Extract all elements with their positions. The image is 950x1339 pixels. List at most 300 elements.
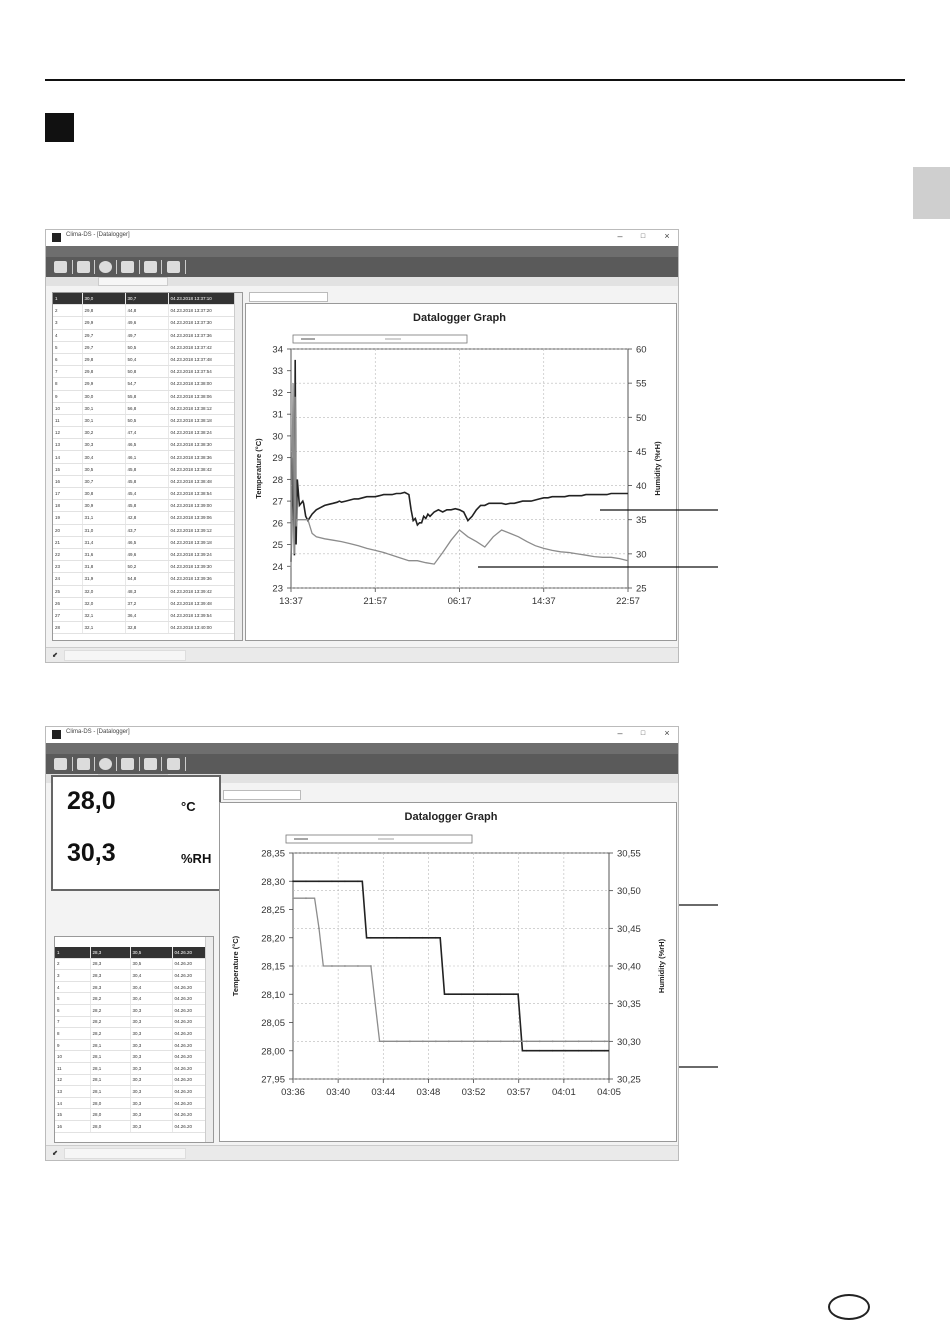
y-axis-title: Temperature (°C) bbox=[231, 935, 240, 997]
table-cell: 17 bbox=[53, 488, 82, 500]
table-cell: 16 bbox=[53, 475, 82, 487]
table-scrollbar[interactable] bbox=[234, 293, 242, 640]
datalogger-chart bbox=[220, 803, 676, 1141]
table-row[interactable] bbox=[55, 1097, 207, 1109]
y-tick-label: 30 bbox=[272, 431, 283, 443]
data-point bbox=[448, 993, 450, 995]
table-cell: 50,5 bbox=[125, 341, 168, 353]
table-row[interactable] bbox=[53, 536, 236, 548]
table-row[interactable] bbox=[55, 1062, 207, 1074]
data-point bbox=[331, 965, 333, 967]
table-cell: 7 bbox=[53, 366, 82, 378]
table-cell: 29,8 bbox=[82, 305, 125, 317]
data-point bbox=[604, 1050, 606, 1052]
table-cell: 28,0 bbox=[90, 1109, 130, 1121]
toolbar bbox=[46, 754, 678, 774]
graph-tab[interactable] bbox=[249, 292, 328, 302]
table-cell: 6 bbox=[53, 353, 82, 365]
table-cell: 10 bbox=[53, 402, 82, 414]
y-tick-label: 28,30 bbox=[261, 876, 285, 888]
table-row[interactable] bbox=[53, 524, 236, 536]
print-icon[interactable] bbox=[167, 758, 180, 770]
screenshot-2-window bbox=[45, 726, 679, 1161]
table-cell: 30,7 bbox=[82, 475, 125, 487]
table-cell: 4 bbox=[53, 329, 82, 341]
y-tick-label: 26 bbox=[272, 518, 283, 530]
data-point bbox=[565, 1050, 567, 1052]
table-cell: 29,8 bbox=[82, 353, 125, 365]
table-cell: 28,2 bbox=[90, 1004, 130, 1016]
data-table-grid bbox=[53, 293, 237, 634]
table-row[interactable] bbox=[53, 378, 236, 390]
table-cell: 04.23.2018 13:38:18 bbox=[168, 414, 236, 426]
graph-panel bbox=[245, 303, 677, 641]
y-tick-label: 23 bbox=[272, 583, 283, 595]
table-row[interactable] bbox=[53, 609, 236, 621]
table-row[interactable] bbox=[53, 427, 236, 439]
toolbar-separator bbox=[185, 260, 186, 274]
table-cell: 04.26.20 bbox=[172, 981, 207, 993]
table-cell: 45,8 bbox=[125, 500, 168, 512]
table-row[interactable] bbox=[55, 981, 207, 993]
series-line-humidity bbox=[293, 898, 609, 1041]
y-tick-label: 28,00 bbox=[261, 1046, 285, 1058]
table-row[interactable] bbox=[53, 512, 236, 524]
table-cell: 28,2 bbox=[90, 1028, 130, 1040]
toolbar-separator bbox=[185, 757, 186, 771]
table-cell: 9 bbox=[53, 390, 82, 402]
table-row[interactable] bbox=[53, 561, 236, 573]
save-icon[interactable] bbox=[77, 758, 90, 770]
table-cell: 16 bbox=[55, 1120, 90, 1132]
table-cell: 04.23.2018 13:38:48 bbox=[168, 475, 236, 487]
table-scrollbar[interactable] bbox=[205, 937, 213, 1142]
record-icon[interactable] bbox=[99, 758, 112, 770]
table-cell: 15 bbox=[53, 463, 82, 475]
table-cell: 23 bbox=[53, 561, 82, 573]
table-row[interactable] bbox=[53, 439, 236, 451]
table-row[interactable] bbox=[53, 317, 236, 329]
toolbar-separator bbox=[116, 757, 117, 771]
y2-tick-label: 30,25 bbox=[617, 1074, 641, 1086]
table-cell: 04.23.2018 13:37:20 bbox=[168, 305, 236, 317]
plot-frame bbox=[291, 349, 628, 588]
table-row[interactable] bbox=[55, 1109, 207, 1121]
table-cell: 11 bbox=[55, 1062, 90, 1074]
header-rule bbox=[45, 79, 905, 81]
title-bar bbox=[46, 230, 678, 247]
table-cell: 04.26.20 bbox=[172, 1051, 207, 1063]
table-cell: 3 bbox=[53, 317, 82, 329]
data-point bbox=[526, 1050, 528, 1052]
table-cell: 54,8 bbox=[125, 573, 168, 585]
table-cell: 56,8 bbox=[125, 402, 168, 414]
table-cell: 04.23.2018 13:39:42 bbox=[168, 585, 236, 597]
table-cell: 30,4 bbox=[130, 970, 172, 982]
y2-axis-title: Humidity (%rH) bbox=[653, 441, 662, 496]
table-cell: 30,2 bbox=[82, 427, 125, 439]
data-point bbox=[435, 937, 437, 939]
table-cell: 30,5 bbox=[130, 947, 172, 958]
table-cell: 30,1 bbox=[82, 414, 125, 426]
table-cell: 30,4 bbox=[130, 981, 172, 993]
toolbar-separator bbox=[94, 260, 95, 274]
section-marker bbox=[45, 113, 74, 142]
table-cell: 28,0 bbox=[90, 1120, 130, 1132]
table-row[interactable] bbox=[53, 475, 236, 487]
open-icon[interactable] bbox=[54, 758, 67, 770]
chart-title: Datalogger Graph bbox=[413, 312, 506, 324]
save-icon[interactable] bbox=[77, 261, 90, 273]
data-point bbox=[578, 1050, 580, 1052]
table-cell: 10 bbox=[55, 1051, 90, 1063]
data-point bbox=[344, 880, 346, 882]
open-icon[interactable] bbox=[54, 261, 67, 273]
table-cell: 49,6 bbox=[125, 317, 168, 329]
side-thumb-tab bbox=[913, 167, 950, 219]
table-row[interactable] bbox=[55, 1004, 207, 1016]
table-cell: 30,0 bbox=[82, 293, 125, 305]
table-cell: 29,9 bbox=[82, 378, 125, 390]
table-cell: 04.23.2018 13:39:24 bbox=[168, 548, 236, 560]
table-cell: 48,3 bbox=[125, 585, 168, 597]
y-tick-label: 28,10 bbox=[261, 989, 285, 1001]
status-field bbox=[64, 1148, 186, 1159]
print-icon[interactable] bbox=[167, 261, 180, 273]
data-point bbox=[552, 1050, 554, 1052]
table-cell: 50,8 bbox=[125, 366, 168, 378]
table-row[interactable] bbox=[55, 958, 207, 970]
table-row[interactable] bbox=[55, 947, 207, 958]
data-point bbox=[409, 937, 411, 939]
data-point bbox=[370, 965, 372, 967]
y2-tick-label: 60 bbox=[636, 344, 647, 356]
table-row[interactable] bbox=[55, 1086, 207, 1098]
table-row[interactable] bbox=[55, 1028, 207, 1040]
table-cell: 43,7 bbox=[125, 524, 168, 536]
table-row[interactable] bbox=[53, 597, 236, 609]
y-tick-label: 33 bbox=[272, 366, 283, 378]
y-tick-label: 28,20 bbox=[261, 933, 285, 945]
table-cell: 37,2 bbox=[125, 597, 168, 609]
table-cell: 28,1 bbox=[90, 1062, 130, 1074]
y-tick-label: 24 bbox=[272, 561, 283, 573]
data-point bbox=[292, 880, 294, 882]
table-cell: 8 bbox=[53, 378, 82, 390]
table-cell: 04.23.2018 13:37:42 bbox=[168, 341, 236, 353]
y2-tick-label: 30,40 bbox=[617, 961, 641, 973]
y2-tick-label: 30,45 bbox=[617, 923, 641, 935]
window-title: Clima-DS - [Datalogger] bbox=[66, 729, 130, 735]
table-row[interactable] bbox=[55, 1039, 207, 1051]
y-tick-label: 28,05 bbox=[261, 1018, 285, 1029]
table-row[interactable] bbox=[53, 402, 236, 414]
table-cell: 29,7 bbox=[82, 341, 125, 353]
table-cell: 18 bbox=[53, 500, 82, 512]
table-cell: 30,1 bbox=[82, 402, 125, 414]
table-cell: 04.23.2018 13:39:00 bbox=[168, 500, 236, 512]
data-point bbox=[305, 897, 307, 899]
x-tick-label: 03:36 bbox=[281, 1087, 305, 1098]
y2-tick-label: 55 bbox=[636, 378, 647, 390]
data-point bbox=[578, 1040, 580, 1042]
live-readout-panel bbox=[51, 775, 221, 891]
data-point bbox=[565, 1040, 567, 1042]
data-point bbox=[318, 927, 320, 929]
table-cell: 28,3 bbox=[90, 958, 130, 970]
table-cell: 04.23.2018 13:39:54 bbox=[168, 609, 236, 621]
table-row[interactable] bbox=[53, 341, 236, 353]
table-cell: 32,0 bbox=[82, 585, 125, 597]
table-cell: 4 bbox=[55, 981, 90, 993]
table-cell: 12 bbox=[55, 1074, 90, 1086]
data-point bbox=[474, 1040, 476, 1042]
table-cell: 28,3 bbox=[90, 947, 130, 958]
data-point bbox=[500, 993, 502, 995]
data-point bbox=[591, 1040, 593, 1042]
table-cell: 04.23.2018 13:38:36 bbox=[168, 451, 236, 463]
data-point bbox=[422, 1040, 424, 1042]
table-cell: 04.23.2018 13:37:54 bbox=[168, 366, 236, 378]
table-cell: 30,3 bbox=[130, 1039, 172, 1051]
table-cell: 32,8 bbox=[125, 622, 168, 634]
table-row[interactable] bbox=[55, 1016, 207, 1028]
y-tick-label: 28,15 bbox=[261, 961, 285, 973]
tools-icon[interactable] bbox=[144, 261, 157, 273]
table-cell: 5 bbox=[53, 341, 82, 353]
close-icon[interactable]: × bbox=[664, 231, 670, 241]
table-row[interactable] bbox=[53, 622, 236, 634]
y-tick-label: 25 bbox=[272, 540, 283, 552]
table-cell: 30,7 bbox=[125, 293, 168, 305]
table-cell: 1 bbox=[55, 947, 90, 958]
table-cell: 31,6 bbox=[82, 548, 125, 560]
table-cell: 04.26.20 bbox=[172, 993, 207, 1005]
table-row[interactable] bbox=[53, 293, 236, 305]
data-point bbox=[500, 1040, 502, 1042]
table-row[interactable] bbox=[53, 500, 236, 512]
table-row[interactable] bbox=[55, 993, 207, 1005]
y-tick-label: 29 bbox=[272, 453, 283, 465]
table-cell: 28,1 bbox=[90, 1051, 130, 1063]
x-tick-label: 14:37 bbox=[531, 596, 556, 607]
toolbar-separator bbox=[116, 260, 117, 274]
y2-tick-label: 40 bbox=[636, 481, 647, 493]
toolbar-separator bbox=[161, 757, 162, 771]
x-tick-label: 03:48 bbox=[416, 1087, 441, 1098]
table-cell: 29,9 bbox=[82, 317, 125, 329]
table-cell: 04.23.2018 13:37:48 bbox=[168, 353, 236, 365]
table-cell: 29,7 bbox=[82, 329, 125, 341]
data-point bbox=[383, 1040, 385, 1042]
data-table bbox=[54, 936, 214, 1143]
table-row[interactable] bbox=[55, 1120, 207, 1132]
table-cell: 31,4 bbox=[82, 536, 125, 548]
table-cell: 04.26.20 bbox=[172, 1028, 207, 1040]
table-row[interactable] bbox=[55, 1074, 207, 1086]
table-cell: 30,4 bbox=[130, 993, 172, 1005]
table-row[interactable] bbox=[55, 970, 207, 982]
table-row[interactable] bbox=[53, 366, 236, 378]
y-tick-label: 32 bbox=[272, 387, 283, 399]
table-cell: 04.26.20 bbox=[172, 1062, 207, 1074]
app-icon bbox=[52, 233, 61, 242]
minimize-icon[interactable]: – bbox=[617, 231, 623, 241]
y2-tick-label: 30,35 bbox=[617, 999, 641, 1011]
table-cell: 30,3 bbox=[82, 439, 125, 451]
y-tick-label: 31 bbox=[272, 409, 283, 421]
table-row[interactable] bbox=[53, 573, 236, 585]
table-row[interactable] bbox=[53, 353, 236, 365]
table-cell: 50,5 bbox=[125, 414, 168, 426]
table-row[interactable] bbox=[53, 390, 236, 402]
table-cell: 04.26.20 bbox=[172, 958, 207, 970]
table-cell: 46,5 bbox=[125, 536, 168, 548]
table-cell: 30,9 bbox=[82, 500, 125, 512]
y-tick-label: 34 bbox=[272, 344, 283, 356]
graph-panel bbox=[219, 802, 677, 1142]
table-cell: 04.23.2018 13:38:30 bbox=[168, 439, 236, 451]
table-cell: 04.26.20 bbox=[172, 1120, 207, 1132]
chart-title: Datalogger Graph bbox=[404, 811, 498, 823]
chart-legend-box bbox=[293, 335, 467, 343]
toolbar bbox=[46, 257, 678, 277]
table-cell: 14 bbox=[53, 451, 82, 463]
app-icon bbox=[52, 730, 61, 739]
data-point bbox=[448, 1040, 450, 1042]
table-row[interactable] bbox=[53, 451, 236, 463]
y2-axis-title: Humidity (%rH) bbox=[657, 938, 666, 994]
y-tick-label: 28 bbox=[272, 474, 283, 486]
table-cell: 20 bbox=[53, 524, 82, 536]
table-row[interactable] bbox=[53, 463, 236, 475]
table-cell: 21 bbox=[53, 536, 82, 548]
data-point bbox=[604, 1040, 606, 1042]
download-icon[interactable] bbox=[121, 758, 134, 770]
toolbar-separator bbox=[139, 260, 140, 274]
data-point bbox=[526, 1040, 528, 1042]
table-cell: 49,6 bbox=[125, 548, 168, 560]
x-tick-label: 03:44 bbox=[371, 1087, 396, 1098]
table-cell: 36,4 bbox=[125, 609, 168, 621]
close-icon[interactable]: × bbox=[664, 728, 670, 738]
view-tabs bbox=[46, 277, 678, 286]
table-cell: 32,1 bbox=[82, 622, 125, 634]
tools-icon[interactable] bbox=[144, 758, 157, 770]
language-badge bbox=[828, 1294, 870, 1320]
table-cell: 28 bbox=[53, 622, 82, 634]
datalogger-chart bbox=[246, 304, 676, 640]
data-point bbox=[357, 965, 359, 967]
table-cell: 5 bbox=[55, 993, 90, 1005]
data-point bbox=[344, 965, 346, 967]
table-cell: 6 bbox=[55, 1004, 90, 1016]
table-cell: 1 bbox=[53, 293, 82, 305]
table-row[interactable] bbox=[53, 548, 236, 560]
data-point bbox=[539, 1040, 541, 1042]
table-cell: 54,7 bbox=[125, 378, 168, 390]
table-cell: 30,3 bbox=[130, 1062, 172, 1074]
table-cell: 30,3 bbox=[130, 1004, 172, 1016]
toolbar-separator bbox=[72, 260, 73, 274]
table-cell: 04.23.2018 13:39:06 bbox=[168, 512, 236, 524]
data-point bbox=[591, 1050, 593, 1052]
data-point bbox=[552, 1040, 554, 1042]
table-cell: 04.26.20 bbox=[172, 1109, 207, 1121]
table-cell: 28,3 bbox=[90, 981, 130, 993]
table-row[interactable] bbox=[53, 329, 236, 341]
download-icon[interactable] bbox=[121, 261, 134, 273]
table-cell: 3 bbox=[55, 970, 90, 982]
data-point bbox=[396, 937, 398, 939]
table-cell: 45,4 bbox=[125, 488, 168, 500]
data-point bbox=[318, 880, 320, 882]
table-cell: 04.26.20 bbox=[172, 1004, 207, 1016]
table-cell: 14 bbox=[55, 1097, 90, 1109]
minimize-icon[interactable]: – bbox=[617, 728, 623, 738]
table-cell: 15 bbox=[55, 1109, 90, 1121]
record-icon[interactable] bbox=[99, 261, 112, 273]
menu-bar bbox=[46, 743, 678, 754]
table-cell: 28,1 bbox=[90, 1086, 130, 1098]
table-row[interactable] bbox=[53, 488, 236, 500]
table-cell: 46,1 bbox=[125, 451, 168, 463]
maximize-icon[interactable]: □ bbox=[640, 233, 646, 240]
humidity-unit: %RH bbox=[181, 851, 212, 866]
graph-tab[interactable] bbox=[223, 790, 301, 800]
table-row[interactable] bbox=[53, 414, 236, 426]
y2-tick-label: 30 bbox=[636, 549, 647, 561]
maximize-icon[interactable]: □ bbox=[640, 730, 646, 737]
table-cell: 04.23.2018 13:37:36 bbox=[168, 329, 236, 341]
resize-grip-icon: ⬋ bbox=[52, 1150, 58, 1157]
table-cell: 24 bbox=[53, 573, 82, 585]
table-cell: 13 bbox=[53, 439, 82, 451]
table-cell: 04.23.2018 13:39:36 bbox=[168, 573, 236, 585]
window-title: Clima-DS - [Datalogger] bbox=[66, 232, 130, 238]
table-cell: 04.26.20 bbox=[172, 1039, 207, 1051]
data-point bbox=[513, 993, 515, 995]
data-point bbox=[461, 1040, 463, 1042]
view-tab[interactable] bbox=[98, 277, 168, 286]
table-cell: 30,3 bbox=[130, 1086, 172, 1098]
table-cell: 47,4 bbox=[125, 427, 168, 439]
table-cell: 04.23.2018 13:38:42 bbox=[168, 463, 236, 475]
table-cell: 04.26.20 bbox=[172, 947, 207, 958]
table-cell: 28,3 bbox=[90, 970, 130, 982]
table-cell: 28,1 bbox=[90, 1039, 130, 1051]
table-cell: 04.23.2018 13:37:10 bbox=[168, 293, 236, 305]
live-humidity-value: 30,3 bbox=[67, 839, 116, 867]
table-cell: 55,8 bbox=[125, 390, 168, 402]
table-cell: 13 bbox=[55, 1086, 90, 1098]
table-row[interactable] bbox=[53, 305, 236, 317]
table-row[interactable] bbox=[55, 1051, 207, 1063]
data-point bbox=[487, 993, 489, 995]
table-row[interactable] bbox=[53, 585, 236, 597]
table-cell: 31,9 bbox=[82, 573, 125, 585]
y-tick-label: 28,25 bbox=[261, 905, 285, 916]
table-cell: 04.23.2018 13:37:30 bbox=[168, 317, 236, 329]
data-point bbox=[331, 880, 333, 882]
table-cell: 04.23.2018 13:38:24 bbox=[168, 427, 236, 439]
table-cell: 50,2 bbox=[125, 561, 168, 573]
table-cell: 12 bbox=[53, 427, 82, 439]
data-point bbox=[539, 1050, 541, 1052]
table-cell: 28,0 bbox=[90, 1097, 130, 1109]
table-cell: 8 bbox=[55, 1028, 90, 1040]
table-cell: 46,5 bbox=[125, 439, 168, 451]
